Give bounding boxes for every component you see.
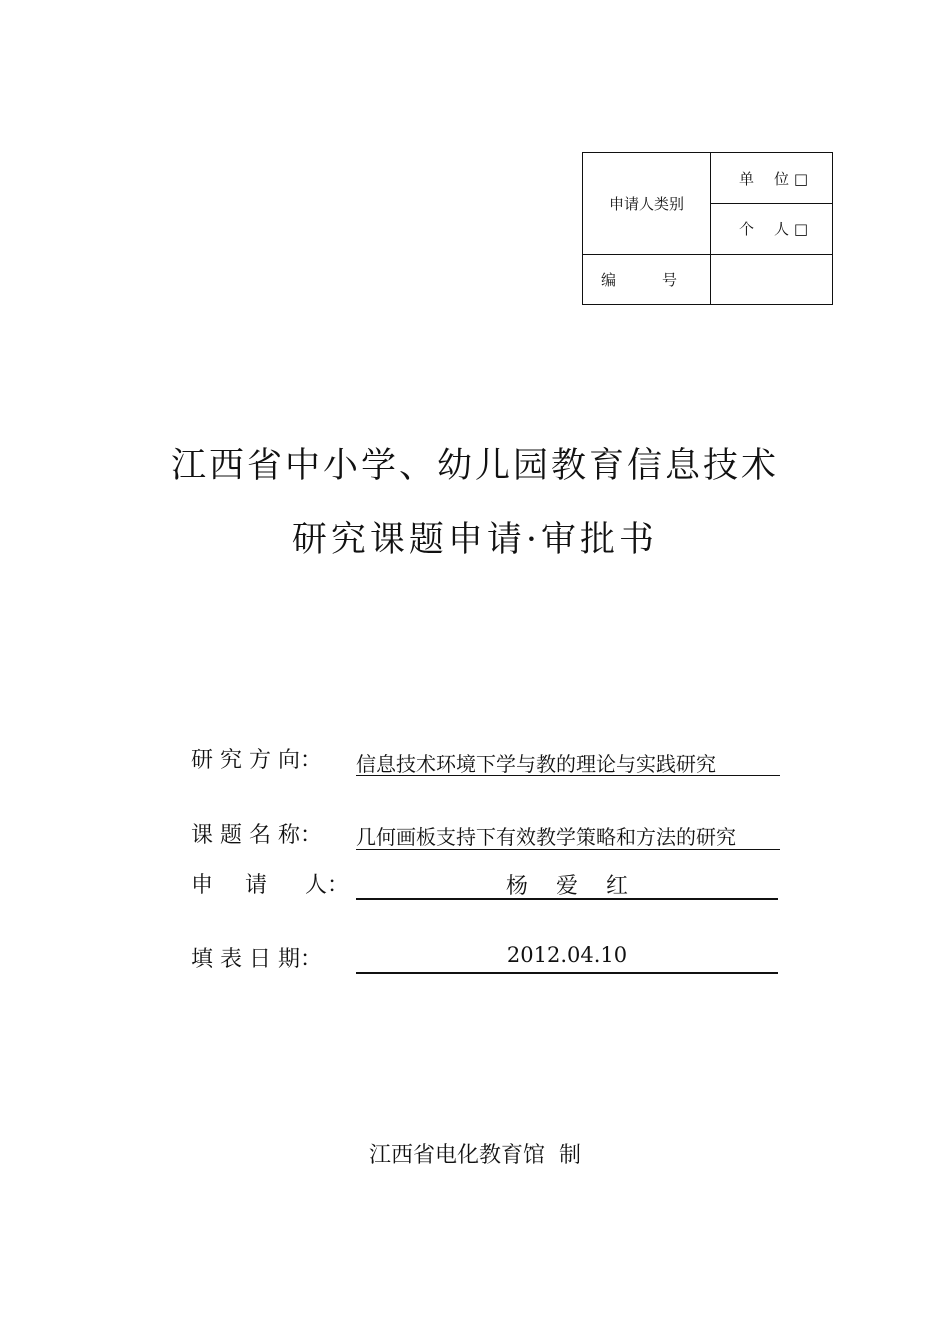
direction-label: 研 究 方 向： xyxy=(191,748,322,773)
applicant-label-2: 请 xyxy=(245,873,268,898)
date-label: 填 表 日 期： xyxy=(191,947,322,972)
direction-underline xyxy=(356,775,780,776)
date-underline xyxy=(356,972,778,974)
applicant-label-3: 人： xyxy=(305,873,350,898)
number-label xyxy=(583,254,711,304)
individual-option[interactable] xyxy=(711,204,833,254)
topic-value[interactable]: 几何画板支持下有效教学策略和方法的研究 xyxy=(356,825,736,849)
document-title-line-2: 研究课题申请·审批书 xyxy=(291,520,659,560)
individual-checkbox[interactable]: □ xyxy=(793,220,808,239)
number-field[interactable] xyxy=(711,254,833,304)
applicant-type-label xyxy=(583,153,711,255)
individual-label-2: 人 xyxy=(774,220,790,239)
applicant-value[interactable]: 杨 爱 红 xyxy=(506,874,628,899)
unit-option[interactable] xyxy=(711,153,833,204)
number-label-2: 号 xyxy=(662,270,678,289)
document-title-line-1: 江西省中小学、幼儿园教育信息技术 xyxy=(170,446,779,486)
date-value[interactable]: 2012.04.10 xyxy=(506,943,628,967)
unit-checkbox[interactable]: □ xyxy=(793,169,808,188)
applicant-label xyxy=(191,868,349,899)
unit-label: 单 xyxy=(739,169,755,188)
issuer-footer: 江西省电化教育馆 制 xyxy=(369,1143,581,1168)
direction-value[interactable]: 信息技术环境下学与教的理论与实践研究 xyxy=(356,752,716,776)
topic-underline xyxy=(356,849,780,850)
number-label-1: 编 xyxy=(601,270,617,289)
applicant-underline xyxy=(356,898,778,900)
applicant-label-1: 申 xyxy=(191,873,214,898)
applicant-category-table xyxy=(582,152,833,305)
applicant-type-label-text: 申请人类别 xyxy=(608,194,684,213)
unit-label-2: 位 xyxy=(774,169,790,188)
topic-label: 课 题 名 称： xyxy=(191,823,322,848)
individual-label: 个 xyxy=(739,220,755,239)
